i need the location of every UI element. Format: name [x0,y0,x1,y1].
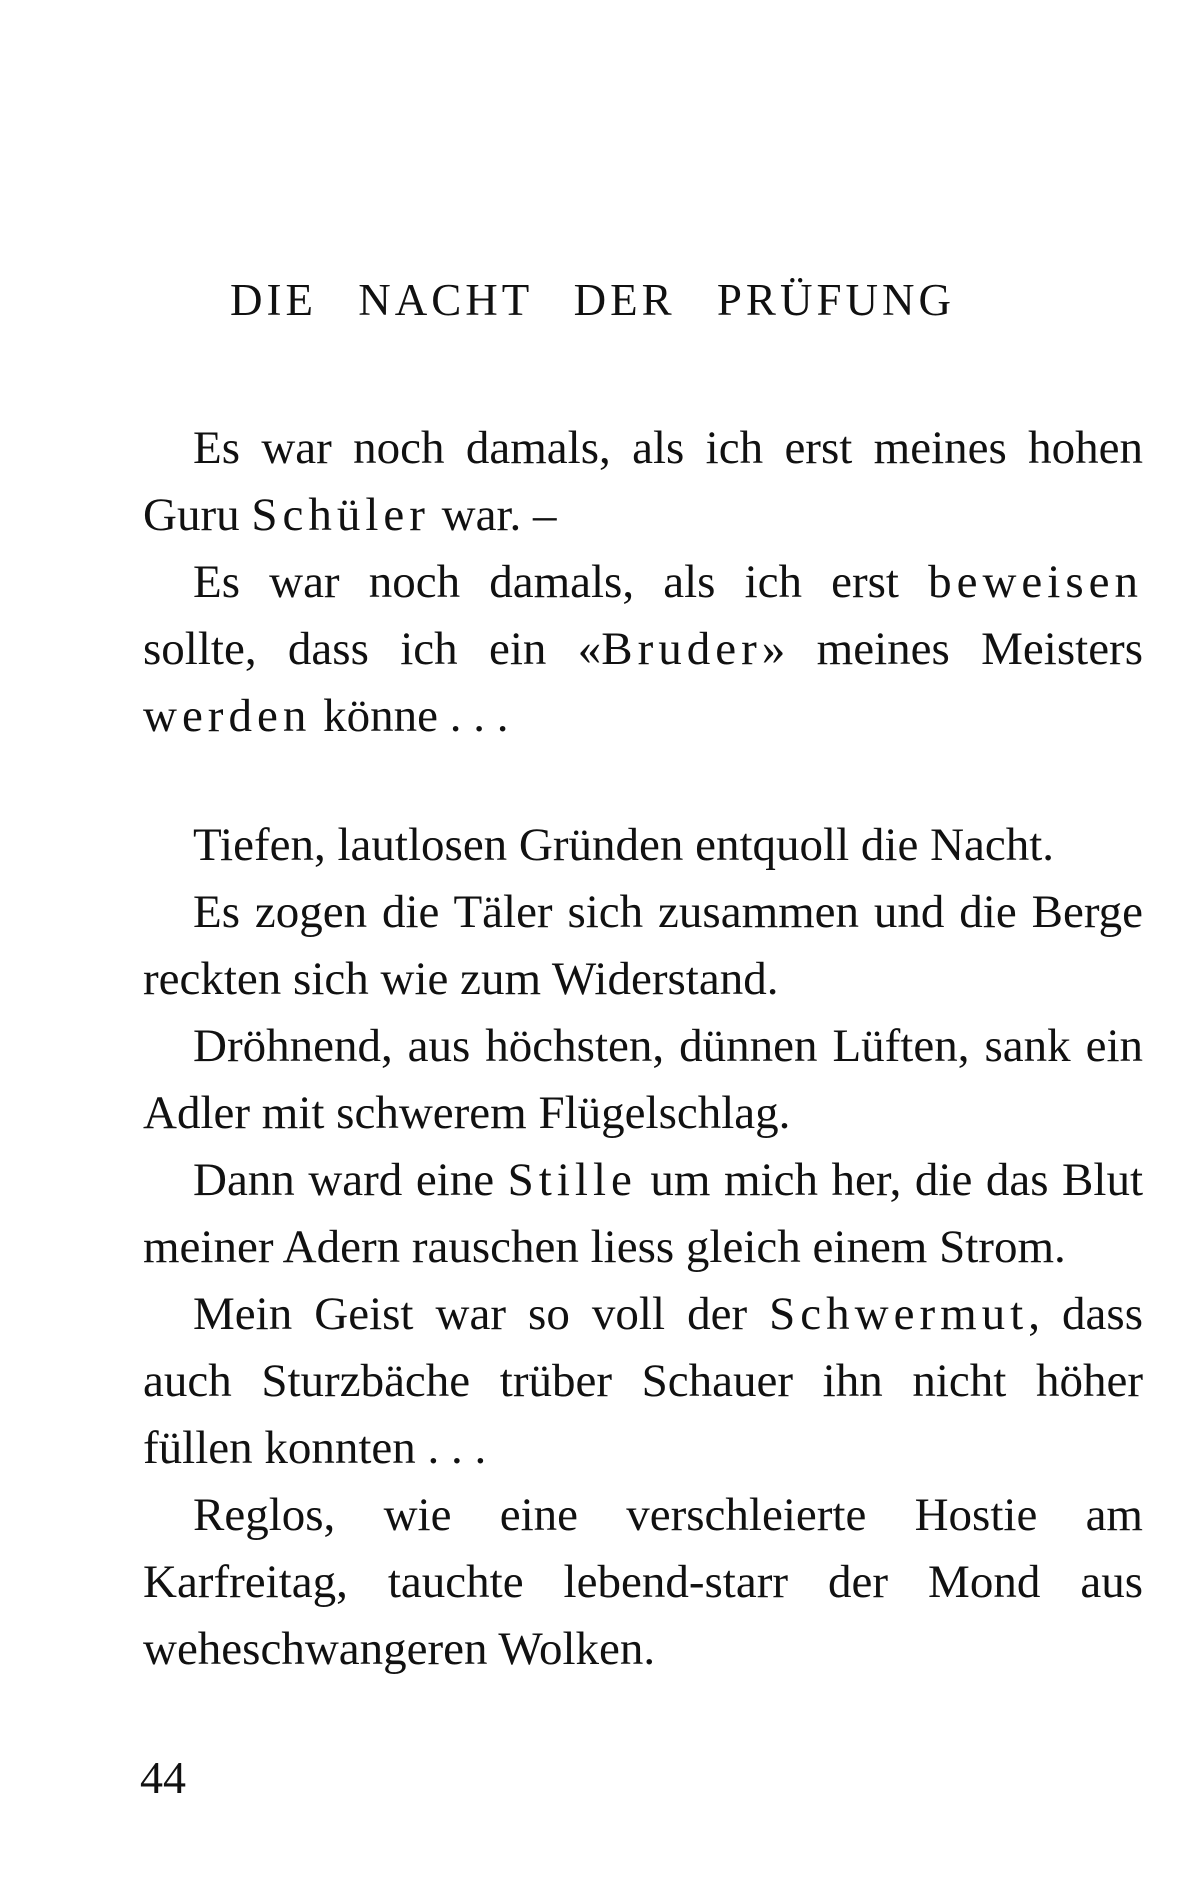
paragraph-2 [143,549,1143,750]
emphasis-werden: werden [143,690,312,742]
paragraph-7 [143,1281,1143,1482]
emphasis-beweisen: beweisen [928,556,1143,608]
paragraph-2-text-b: sollte, dass ich ein « [143,623,602,675]
chapter-body [143,415,1143,1683]
paragraph-6 [143,1147,1143,1281]
paragraph-2-end: könne . . . [311,690,509,742]
paragraph-1-text: Es war noch damals, als ich erst meines hohen Guru [143,422,1143,541]
emphasis-stille: Stille [507,1154,637,1206]
paragraph-1 [143,415,1143,549]
emphasis-schwermut: Schwermut [769,1288,1029,1340]
chapter-title: DIE NACHT DER PRÜFUNG [230,275,955,325]
paragraph-5: Dröhnend, aus höchsten, dünnen Lüften, sank ein Adler mit schwerem Flügelschlag. [143,1020,1143,1139]
page-number: 44 [140,1752,186,1803]
paragraph-6-end: um mich her, die das Blut meiner Adern rauschen liess gleich einem Strom. [143,1154,1144,1273]
paragraph-4: Es zogen die Täler sich zusammen und die Berge reckten sich wie zum Widerstand. [143,886,1143,1005]
paragraph-1-end: war. – [429,489,557,541]
paragraph-7-end: , dass auch Sturzbäche trüber Schauer ihn nicht höher füllen konnten . . . [143,1288,1143,1474]
paragraph-8: Reglos, wie eine verschleierte Hostie am Karfreitag, tauchte lebend-starr der Mond aus weheschwangeren Wolken. [143,1489,1143,1675]
emphasis-schueler: Schüler [251,489,430,541]
paragraph-2-text: Es war noch damals, als ich erst [193,556,929,608]
emphasis-bruder: Bruder [601,623,762,675]
paragraph-3: Tiefen, lautlosen Gründen entquoll die Nacht. [193,819,1055,871]
paragraph-7-text: Mein Geist war so voll der [193,1288,770,1340]
paragraph-6-text: Dann ward eine [193,1154,508,1206]
paragraph-2-text-c: » meines Meisters [761,623,1143,675]
